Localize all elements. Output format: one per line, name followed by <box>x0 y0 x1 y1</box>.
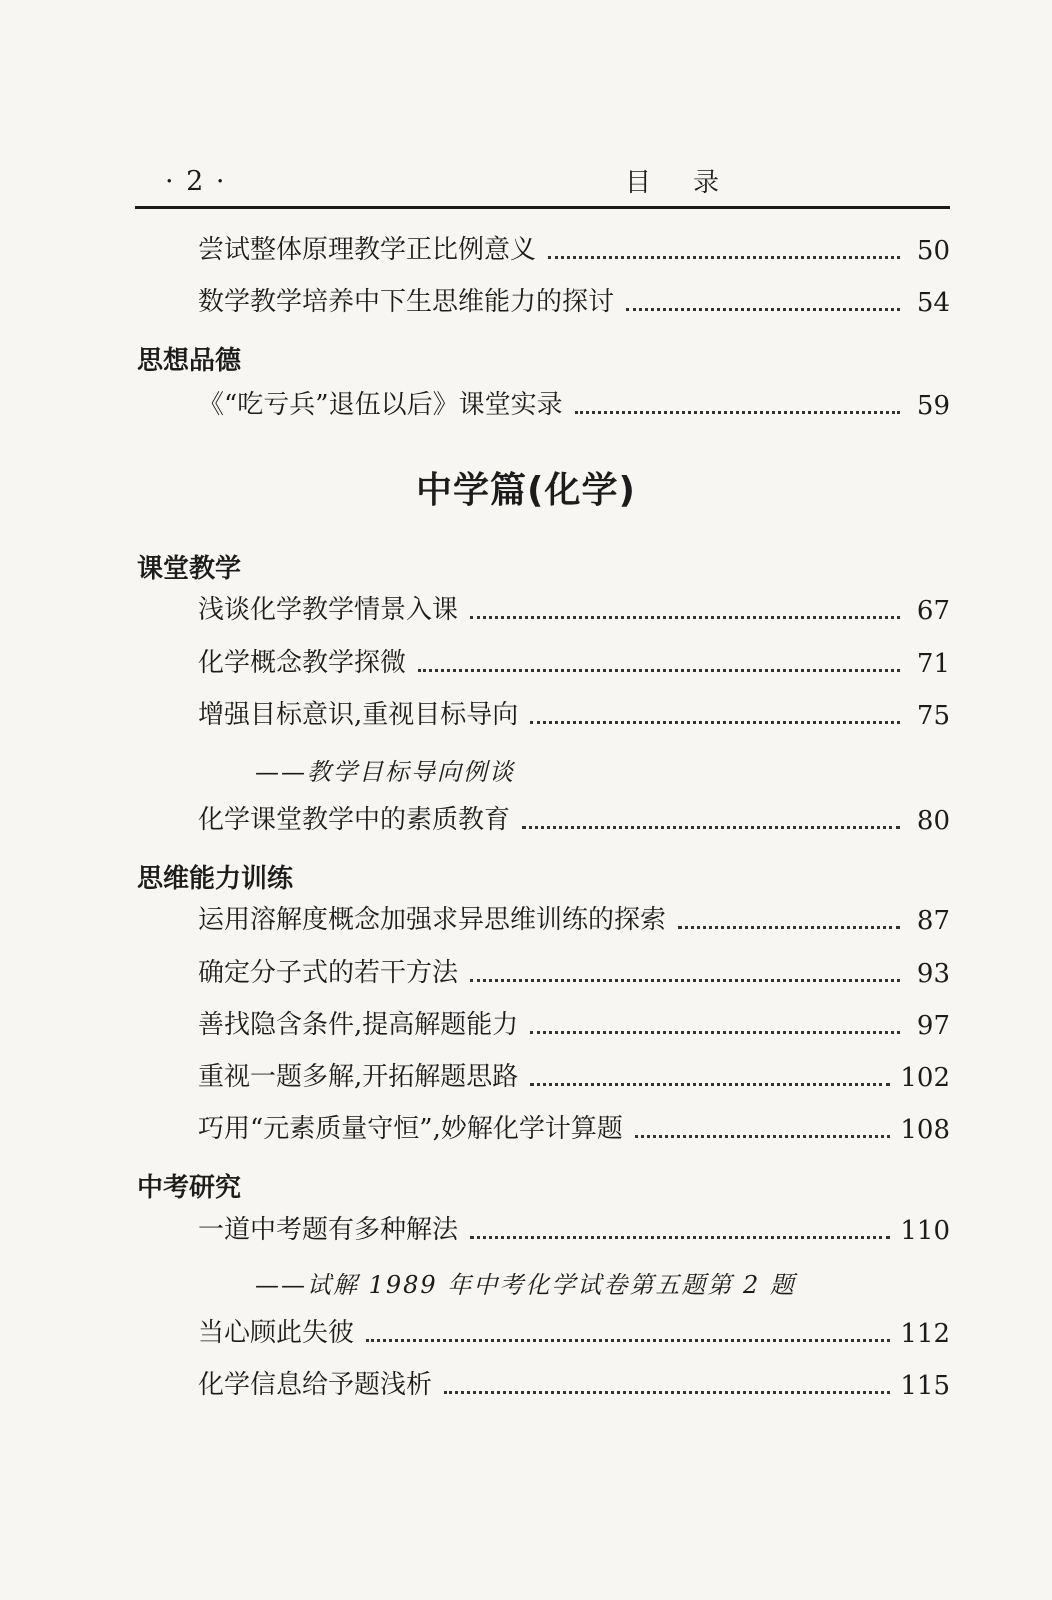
page-header <box>135 160 950 206</box>
toc-entry[interactable] <box>198 1057 950 1093</box>
entry-title: 数学教学培养中下生思维能力的探讨 <box>198 287 615 317</box>
dot-leader <box>418 669 900 672</box>
section-heading: 思维能力训练 <box>137 864 294 894</box>
dot-leader <box>470 1236 890 1239</box>
entry-title: 当心顾此失彼 <box>198 1318 355 1348</box>
toc-entry[interactable] <box>198 900 950 936</box>
dot-leader <box>522 826 900 829</box>
entry-title: 确定分子式的若干方法 <box>198 958 459 988</box>
entry-title: 尝试整体原理教学正比例意义 <box>198 235 537 265</box>
part-title: 中学篇(化学) <box>416 470 636 511</box>
entry-page: 108 <box>900 1115 950 1145</box>
entry-page: 59 <box>916 391 950 421</box>
entry-title: 重视一题多解,开拓解题思路 <box>198 1062 519 1092</box>
entry-title: 化学信息给予题浅析 <box>198 1370 433 1400</box>
toc-entry[interactable] <box>198 800 950 836</box>
entry-subtitle: ——试解 1989 年中考化学试卷第五题第 2 题 <box>255 1271 796 1299</box>
entry-page: 110 <box>900 1216 950 1246</box>
section-heading: 课堂教学 <box>137 554 242 584</box>
entry-page: 80 <box>916 806 950 836</box>
toc-entry[interactable] <box>198 1005 950 1041</box>
toc-entry[interactable] <box>198 230 950 266</box>
toc-entry[interactable] <box>198 590 950 626</box>
entry-title: 巧用“元素质量守恒”,妙解化学计算题 <box>198 1114 623 1144</box>
dot-leader <box>366 1339 890 1342</box>
dot-leader <box>575 411 900 414</box>
dot-leader <box>678 926 900 929</box>
dot-leader <box>530 721 900 724</box>
dot-leader <box>530 1031 900 1034</box>
entry-title: 一道中考题有多种解法 <box>198 1215 459 1245</box>
entry-page: 93 <box>916 959 950 989</box>
entry-title: 化学课堂教学中的素质教育 <box>198 805 511 835</box>
entry-page: 115 <box>900 1371 950 1401</box>
toc-entry[interactable] <box>198 385 950 421</box>
entry-page: 54 <box>916 288 950 318</box>
entry-page: 71 <box>916 649 950 679</box>
entry-page: 75 <box>916 701 950 731</box>
toc-entry[interactable] <box>198 1313 950 1349</box>
dot-leader <box>530 1083 890 1086</box>
section-heading: 中考研究 <box>137 1173 242 1203</box>
entry-page: 97 <box>916 1011 950 1041</box>
entry-page: 87 <box>916 906 950 936</box>
section-heading: 思想品德 <box>137 346 242 376</box>
entry-page: 112 <box>900 1319 950 1349</box>
toc-entry[interactable] <box>198 282 950 318</box>
entry-title: 增强目标意识,重视目标导向 <box>198 700 519 730</box>
dot-leader <box>626 308 900 311</box>
page-number: · 2 · <box>165 166 227 197</box>
toc-entry[interactable] <box>198 1210 950 1246</box>
entry-title: 善找隐含条件,提高解题能力 <box>198 1010 519 1040</box>
entry-page: 102 <box>900 1063 950 1093</box>
running-title: 目录 <box>625 168 762 198</box>
entry-title: 运用溶解度概念加强求异思维训练的探索 <box>198 905 667 935</box>
toc-entry[interactable] <box>198 1365 950 1401</box>
entry-subtitle: ——教学目标导向例谈 <box>255 758 515 786</box>
toc-entry[interactable] <box>198 1109 950 1145</box>
entry-page: 67 <box>916 596 950 626</box>
entry-title: 化学概念教学探微 <box>198 648 407 678</box>
dot-leader <box>470 979 900 982</box>
entry-page: 50 <box>916 236 950 266</box>
toc-entry[interactable] <box>198 695 950 731</box>
dot-leader <box>470 616 900 619</box>
entry-title: 《“吃亏兵”退伍以后》课堂实录 <box>198 390 563 420</box>
toc-entry[interactable] <box>198 953 950 989</box>
entry-title: 浅谈化学教学情景入课 <box>198 595 459 625</box>
header-rule <box>135 206 950 209</box>
dot-leader <box>444 1391 890 1394</box>
dot-leader <box>635 1135 891 1138</box>
toc-entry[interactable] <box>198 643 950 679</box>
dot-leader <box>548 256 900 259</box>
